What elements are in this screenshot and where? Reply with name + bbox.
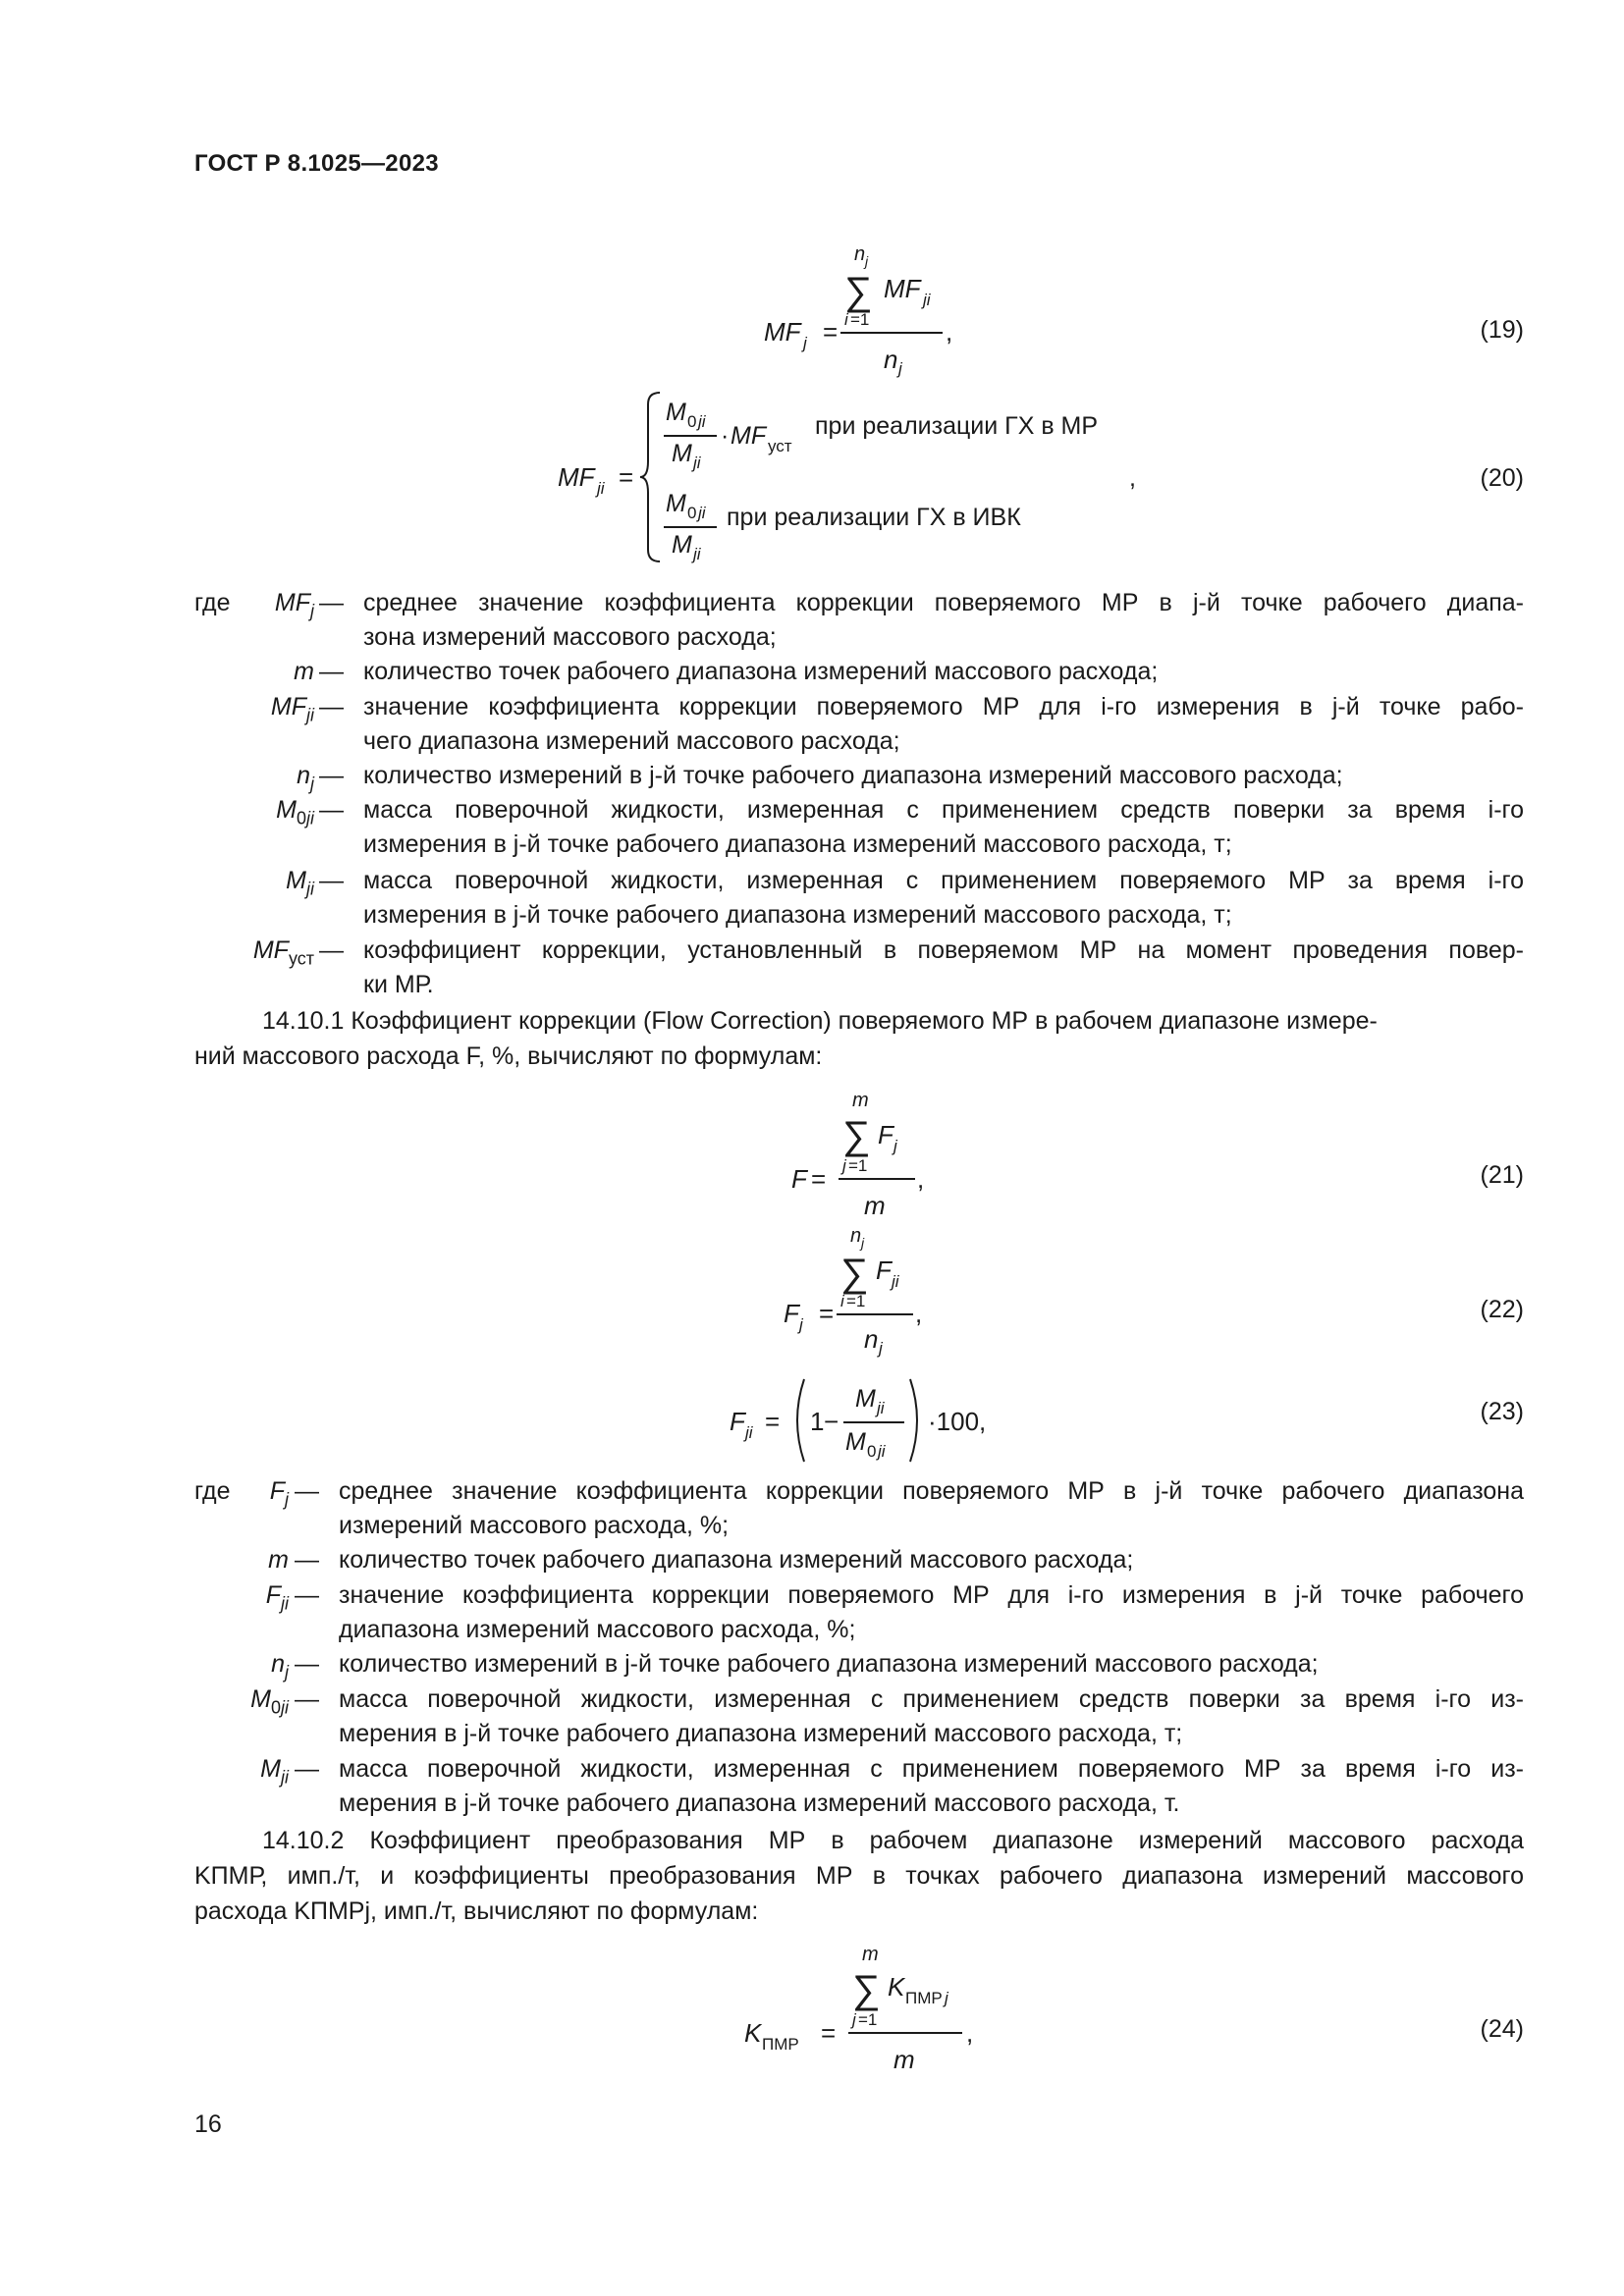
formula-20-case2-text: при реализации ГХ в ИВК	[727, 504, 1021, 531]
legend-symbol: $M_{ji}$	[286, 867, 314, 899]
svg-text:M: M	[666, 399, 686, 426]
svg-text:F: F	[784, 1299, 799, 1328]
formula-20-case1-text: при реализации ГХ в МР	[815, 412, 1099, 440]
paragraph-14-10-1-line1: 14.10.1 Коэффициент коррекции (Flow Correction) поверяемого МР в рабочем диапазоне измере-	[262, 1007, 1378, 1035]
svg-text:i: i	[840, 1292, 844, 1310]
legend-dash: —	[319, 796, 344, 824]
paragraph-14-10-2-line1: 14.10.2 Коэффициент преобразования МР в рабочем диапазоне измерений массового расхода	[262, 1827, 1524, 1854]
paragraph-14-10-2-line3: расхода KПМРj, имп./т, вычисляют по формулам:	[194, 1897, 759, 1925]
document-header: ГОСТ Р 8.1025—2023	[194, 150, 439, 177]
legend-text-cont: чего диапазона измерений массового расхода;	[363, 727, 900, 755]
svg-text:0: 0	[687, 412, 697, 431]
legend-dash: —	[295, 1477, 319, 1505]
svg-text:ji: ji	[877, 1399, 885, 1417]
svg-text:1: 1	[810, 1407, 825, 1436]
svg-text:,: ,	[1129, 464, 1136, 492]
svg-text:j: j	[799, 1315, 803, 1334]
svg-text:0: 0	[867, 1442, 877, 1461]
svg-text:MF: MF	[558, 462, 595, 492]
legend-dash: —	[319, 693, 344, 721]
legend-text-cont: измерения в j-й точке рабочего диапазона измерений массового расхода, т;	[363, 901, 1232, 929]
legend-dash: —	[319, 762, 344, 789]
legend-text: масса поверочной жидкости, измеренная с применением поверяемого МР за время i-го	[363, 867, 1524, 894]
equation-number-22: (22)	[1480, 1296, 1524, 1323]
svg-text:M: M	[666, 490, 686, 517]
svg-text:·: ·	[721, 422, 730, 450]
svg-text:,: ,	[915, 1299, 923, 1328]
svg-text:=: =	[765, 1407, 781, 1436]
legend-symbol: $MF_j$	[274, 589, 314, 621]
svg-text:∑: ∑	[852, 1968, 881, 2011]
svg-text:,: ,	[946, 317, 953, 347]
legend-symbol: $MF_{уст}$	[252, 936, 314, 969]
equation-number-19: (19)	[1480, 316, 1524, 344]
legend-dash: —	[295, 1650, 319, 1678]
formula-19	[746, 240, 1001, 378]
svg-text:ji: ji	[693, 545, 701, 563]
legend-dash: —	[295, 1546, 319, 1574]
paragraph-14-10-2-line2: KПМР, имп./т, и коэффициенты преобразования МР в точках рабочего диапазона измерений массового	[194, 1862, 1524, 1890]
svg-text:ji: ji	[693, 454, 701, 472]
legend-text: значение коэффициента коррекции поверяемого МР для i-го измерения в j-й точке рабо-	[363, 693, 1524, 721]
svg-text:n: n	[884, 345, 898, 374]
svg-text:M: M	[672, 440, 692, 467]
svg-text:j: j	[842, 1156, 846, 1175]
formula-21	[785, 1085, 1001, 1222]
legend-text: значение коэффициента коррекции поверяемого МР для i-го измерения в j-й точке рабочего	[339, 1581, 1524, 1609]
svg-text:n: n	[850, 1225, 862, 1247]
svg-text:ji: ji	[878, 1442, 886, 1461]
svg-text:ji: ji	[698, 504, 706, 522]
svg-text:K: K	[888, 1972, 905, 2002]
svg-text:−: −	[824, 1407, 839, 1436]
svg-text:ПМР: ПМР	[762, 2035, 799, 2054]
svg-text:j: j	[898, 359, 902, 378]
legend-text: масса поверочной жидкости, измеренная с применением поверяемого МР за время i-го из-	[339, 1755, 1524, 1783]
svg-text:∑: ∑	[842, 1114, 871, 1157]
svg-text:j: j	[893, 1137, 897, 1155]
svg-text:ji: ji	[892, 1272, 899, 1291]
svg-text:,: ,	[917, 1164, 925, 1194]
svg-text:=: =	[821, 2018, 837, 2048]
legend-dash: —	[319, 658, 344, 685]
svg-text:=1: =1	[850, 310, 870, 329]
svg-text:F: F	[730, 1407, 745, 1436]
svg-text:=1: =1	[846, 1292, 866, 1310]
formula-24	[736, 1939, 1031, 2076]
svg-text:,: ,	[966, 2018, 974, 2048]
legend-text: количество измерений в j-й точке рабочего диапазона измерений массового расхода;	[363, 762, 1343, 789]
svg-text:ji: ji	[597, 479, 605, 498]
legend-symbol: $F_{ji}$	[265, 1581, 289, 1614]
svg-text:m: m	[864, 1191, 886, 1220]
svg-text:ji: ji	[923, 291, 931, 309]
svg-text:·100,: ·100,	[928, 1407, 987, 1436]
legend-symbol: $n_j$	[271, 1650, 289, 1682]
svg-text:M: M	[672, 531, 692, 559]
svg-text:j: j	[865, 253, 869, 269]
formula-22	[776, 1222, 992, 1360]
svg-text:M: M	[855, 1385, 876, 1413]
svg-text:=: =	[619, 462, 634, 492]
page-number: 16	[194, 2110, 222, 2138]
legend-text: масса поверочной жидкости, измеренная с применением средств поверки за время i-го из-	[339, 1685, 1524, 1713]
legend-symbol: $n_j$	[297, 762, 314, 794]
legend-where: где	[194, 1477, 231, 1505]
svg-text:MF: MF	[764, 317, 801, 347]
svg-text:MF: MF	[731, 422, 767, 450]
svg-text:j: j	[852, 2010, 856, 2029]
legend-text-cont: измерений массового расхода, %;	[339, 1512, 730, 1539]
svg-text:j: j	[945, 1989, 948, 2007]
legend-dash: —	[319, 589, 344, 616]
svg-text:MF: MF	[884, 274, 921, 303]
formula-23	[722, 1369, 1016, 1477]
svg-text:=: =	[811, 1164, 827, 1194]
legend-text: количество измерений в j-й точке рабочего диапазона измерений массового расхода;	[339, 1650, 1319, 1678]
svg-text:ji: ji	[745, 1423, 753, 1442]
legend-text-cont: измерения в j-й точке рабочего диапазона измерений массового расхода, т;	[363, 830, 1232, 858]
svg-text:j: j	[803, 334, 807, 352]
legend-text: среднее значение коэффициента коррекции поверяемого МР в j-й точке рабочего диапа-	[363, 589, 1524, 616]
svg-text:F: F	[876, 1255, 892, 1285]
legend-symbol: m	[268, 1546, 289, 1574]
svg-text:j: j	[879, 1339, 883, 1358]
legend-symbol: $M_{0ji}$	[250, 1685, 289, 1718]
svg-text:F: F	[878, 1120, 893, 1149]
legend-text-cont: мерения в j-й точке рабочего диапазона измерений массового расхода, т;	[339, 1720, 1183, 1747]
legend-where: где	[194, 589, 231, 616]
paragraph-14-10-1-line2: ний массового расхода F, %, вычисляют по формулам:	[194, 1042, 823, 1070]
legend-symbol: m	[294, 658, 314, 685]
svg-text:0: 0	[687, 504, 697, 522]
legend-text: коэффициент коррекции, установленный в поверяемом МР на момент проведения повер-	[363, 936, 1524, 964]
legend-dash: —	[295, 1755, 319, 1783]
svg-text:m: m	[893, 2045, 915, 2074]
svg-text:m: m	[852, 1090, 869, 1111]
svg-text:ПМР: ПМР	[905, 1989, 943, 2007]
equation-number-21: (21)	[1480, 1161, 1524, 1189]
legend-text: количество точек рабочего диапазона измерений массового расхода;	[339, 1546, 1134, 1574]
svg-text:m: m	[862, 1944, 879, 1965]
legend-text-cont: ки МР.	[363, 971, 434, 998]
svg-text:=: =	[823, 317, 839, 347]
legend-dash: —	[319, 867, 344, 894]
legend-symbol: $M_{ji}$	[260, 1755, 289, 1788]
svg-text:j: j	[861, 1235, 865, 1251]
legend-symbol: $MF_{ji}$	[270, 693, 314, 725]
svg-text:F: F	[791, 1164, 807, 1194]
formula-20	[550, 383, 1159, 569]
svg-text:n: n	[854, 243, 866, 265]
svg-text:=: =	[819, 1299, 835, 1328]
legend-symbol: $M_{0ji}$	[276, 796, 314, 828]
legend-text-cont: мерения в j-й точке рабочего диапазона измерений массового расхода, т.	[339, 1789, 1180, 1817]
legend-symbol: $F_j$	[269, 1477, 289, 1510]
svg-text:M: M	[845, 1428, 866, 1456]
legend-dash: —	[319, 936, 344, 964]
svg-text:i: i	[844, 310, 848, 329]
svg-text:n: n	[864, 1324, 879, 1354]
legend-text: среднее значение коэффициента коррекции поверяемого МР в j-й точке рабочего диапазона	[339, 1477, 1524, 1505]
svg-text:K: K	[744, 2018, 762, 2048]
equation-number-23: (23)	[1480, 1398, 1524, 1425]
legend-text: количество точек рабочего диапазона измерений массового расхода;	[363, 658, 1159, 685]
legend-text-cont: зона измерений массового расхода;	[363, 623, 777, 651]
svg-text:∑: ∑	[844, 270, 873, 313]
svg-text:=1: =1	[858, 2010, 878, 2029]
legend-text: масса поверочной жидкости, измеренная с применением средств поверки за время i-го	[363, 796, 1524, 824]
legend-dash: —	[295, 1581, 319, 1609]
svg-text:уст: уст	[768, 437, 792, 455]
svg-text:ji: ji	[698, 412, 706, 431]
svg-text:=1: =1	[848, 1156, 868, 1175]
legend-dash: —	[295, 1685, 319, 1713]
legend-text-cont: диапазона измерений массового расхода, %;	[339, 1616, 856, 1643]
equation-number-20: (20)	[1480, 464, 1524, 492]
svg-text:∑: ∑	[840, 1252, 869, 1295]
equation-number-24: (24)	[1480, 2015, 1524, 2043]
